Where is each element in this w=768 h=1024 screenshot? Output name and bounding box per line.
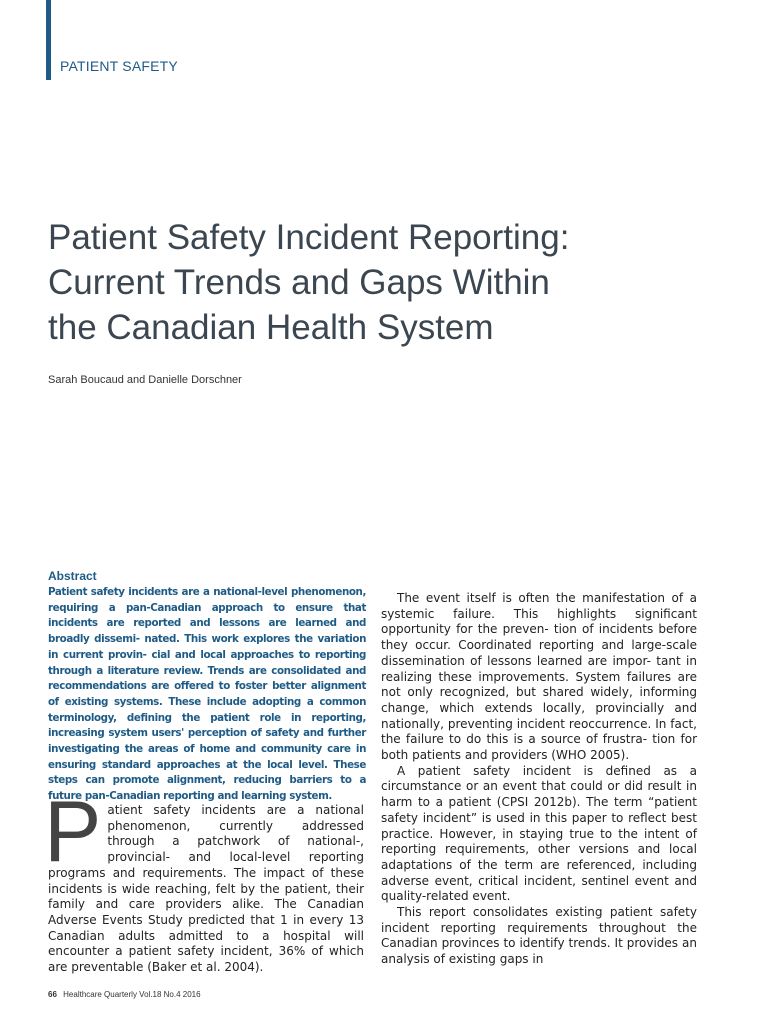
article-title <box>48 215 728 350</box>
title-line: Patient Safety Incident Reporting: <box>48 218 570 257</box>
drop-cap: P <box>44 784 102 880</box>
section-label: PATIENT SAFETY <box>60 58 178 74</box>
intro-text: atient safety incidents are a national phenomenon, currently addressed through a patchwork of national-, provincial- and local-level reporting programs and requirements. The impact of these incidents is wide reaching, felt by the patient, their family and care providers alike. The Canadian Adverse Events Study predicted that 1 in every 13 Canadian adults admitted to a hospital will encounter a patient safety incident, 36% of which are preventable (Baker et al. 2004). <box>48 803 364 975</box>
right-column <box>381 591 697 968</box>
page-number: 66 <box>48 990 57 999</box>
page-footer <box>48 990 201 999</box>
body-paragraph: The event itself is often the manifestation of a systemic failure. This highlights significant opportunity for the preven- tion of incidents before they occur. Coordinated reporting and large-scale dissemination of lessons learned are impor- tant in realizing these improvements. System failures are not only recognized, but shared widely, informing change, which extends locally, provincially and nationally, preventing incident reoccurrence. In fact, the failure to do this is a source of frustra- tion for both patients and providers (WHO 2005). <box>381 591 697 763</box>
journal-citation: Healthcare Quarterly Vol.18 No.4 2016 <box>63 990 201 999</box>
authors: Sarah Boucaud and Danielle Dorschner <box>48 374 242 386</box>
abstract-heading: Abstract <box>48 569 97 583</box>
intro-paragraph <box>44 784 364 976</box>
body-paragraph: This report consolidates existing patient safety incident reporting requirements throughout the Canadian provinces to identify trends. It provides an analysis of existing gaps in <box>381 905 697 967</box>
title-line: Current Trends and Gaps Within <box>48 263 550 302</box>
section-accent-bar <box>46 0 51 80</box>
body-paragraph: A patient safety incident is defined as a circumstance or an event that could or did result in harm to a patient (CPSI 2012b). The term “patient safety incident” is used in this paper to reflect best practice. However, in staying true to the intent of reporting requirements, other versions and local adaptations of the term are referenced, including adverse event, critical incident, sentinel event and quality-related event. <box>381 763 697 904</box>
abstract-text: Patient safety incidents are a national-level phenomenon, requiring a pan-Canadian approach to ensure that incidents are reported and lessons are learned and broadly dissemi- nated. This work explores the variation in current provin- cial and local approaches to reporting through a literature review. Trends are consolidated and recommendations are offered to foster better alignment of existing systems. These include adopting a common terminology, defining the patient role in reporting, increasing system users' perception of safety and further investigating the areas of home and community care in ensuring standard approaches at the local level. These steps can promote alignment, reducing barriers to a future pan-Canadian reporting and learning system. <box>48 586 366 803</box>
abstract <box>48 569 366 805</box>
title-line: the Canadian Health System <box>48 308 494 347</box>
